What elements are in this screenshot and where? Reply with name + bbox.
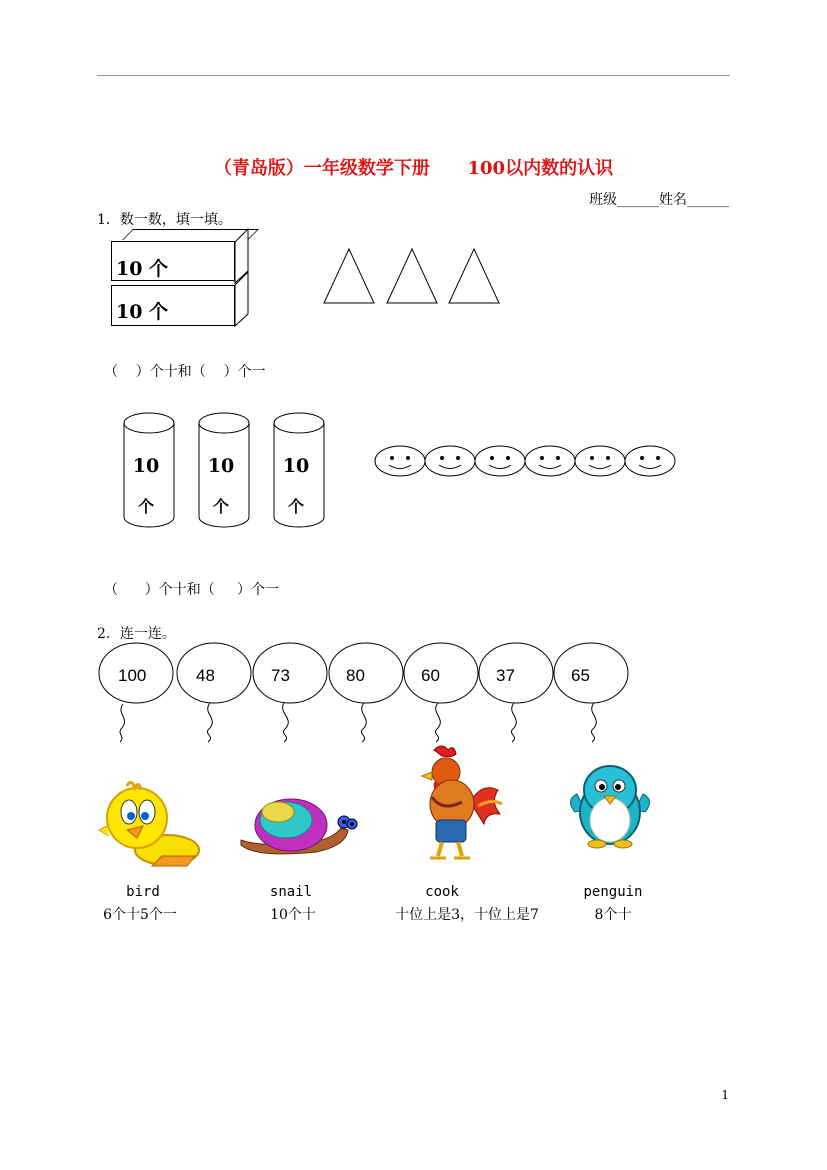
page-number: 1 bbox=[721, 1088, 729, 1102]
triangle-shape bbox=[387, 249, 437, 303]
smiley-face-icon bbox=[625, 446, 675, 476]
cylinder-2-unit: 个 bbox=[212, 497, 229, 516]
balloon-number-1[interactable]: 100 bbox=[118, 666, 147, 685]
smiley-face-icon bbox=[425, 446, 475, 476]
balloon-shape bbox=[177, 643, 251, 742]
ten-box-2-label: 10 个 bbox=[116, 301, 169, 323]
animal-desc-bird[interactable]: 6个十5个一 bbox=[103, 907, 177, 923]
triangle-shape bbox=[449, 249, 499, 303]
balloon-shape bbox=[554, 643, 628, 742]
balloon-number-2[interactable]: 48 bbox=[196, 666, 215, 685]
penguin-icon[interactable] bbox=[565, 760, 655, 850]
balloon-shape bbox=[404, 643, 478, 742]
page-title: （青岛版）一年级数学下册 100以内数的认识 bbox=[213, 158, 614, 179]
header-rule bbox=[97, 75, 730, 76]
animal-name-snail: snail bbox=[269, 884, 313, 900]
animal-desc-snail[interactable]: 10个十 bbox=[270, 907, 316, 923]
question-2-heading: 2．连一连。 bbox=[97, 626, 176, 642]
animal-desc-penguin[interactable]: 8个十 bbox=[594, 907, 632, 923]
cylinder-3-number: 10 bbox=[282, 455, 310, 477]
balloon-shape bbox=[253, 643, 327, 742]
fill-blank-2[interactable]: （ ）个十和（ ）个一 bbox=[104, 582, 279, 598]
cylinder-2-number: 10 bbox=[207, 455, 235, 477]
snail-icon[interactable] bbox=[236, 790, 361, 860]
animal-name-cook: cook bbox=[425, 884, 459, 900]
rooster-icon[interactable] bbox=[412, 742, 504, 862]
balloon-number-6[interactable]: 37 bbox=[496, 666, 515, 685]
cylinder-1-number: 10 bbox=[132, 455, 160, 477]
smiley-face-icon bbox=[575, 446, 625, 476]
balloon-shape bbox=[479, 643, 553, 742]
balloon-shape bbox=[329, 643, 403, 742]
balloon-number-7[interactable]: 65 bbox=[571, 666, 590, 685]
smiley-faces-group bbox=[370, 442, 680, 482]
triangles-group bbox=[320, 245, 505, 309]
number-balloons bbox=[96, 640, 636, 745]
triangle-shape bbox=[324, 249, 374, 303]
smiley-face-icon bbox=[525, 446, 575, 476]
animal-name-penguin: penguin bbox=[583, 884, 643, 900]
cylinder-3-unit: 个 bbox=[287, 497, 304, 516]
box-side-faces bbox=[234, 228, 250, 328]
fill-blank-1[interactable]: （ ）个十和（ ）个一 bbox=[104, 364, 266, 380]
balloon-number-4[interactable]: 80 bbox=[346, 666, 365, 685]
cylinder-1-unit: 个 bbox=[137, 497, 154, 516]
animal-name-bird: bird bbox=[126, 884, 160, 900]
smiley-face-icon bbox=[475, 446, 525, 476]
question-1-heading: 1．数一数，填一填。 bbox=[97, 212, 232, 228]
class-name-line: 班级______姓名______ bbox=[589, 192, 729, 208]
animal-desc-cook[interactable]: 十位上是3，十位上是7 bbox=[395, 907, 539, 923]
ten-box-1-label: 10 个 bbox=[116, 258, 169, 280]
balloon-number-3[interactable]: 73 bbox=[271, 666, 290, 685]
balloon-shape bbox=[99, 643, 173, 742]
bird-icon[interactable] bbox=[97, 778, 207, 870]
smiley-face-icon bbox=[375, 446, 425, 476]
balloon-number-5[interactable]: 60 bbox=[421, 666, 440, 685]
